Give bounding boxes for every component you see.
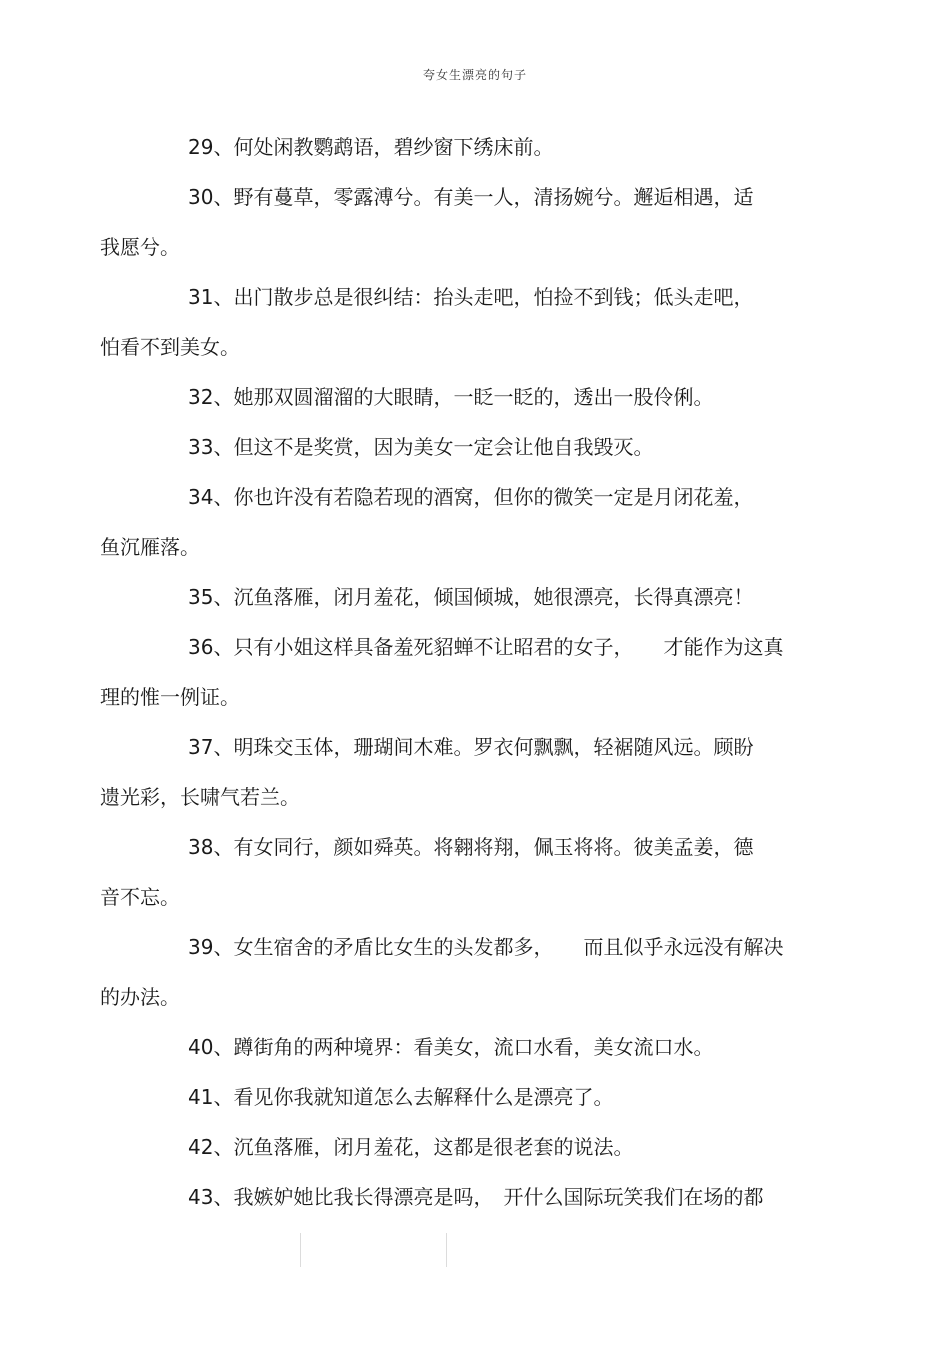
paragraph-line: 的办法。 [100, 985, 180, 1009]
paragraph-line: 鱼沉雁落。 [100, 535, 200, 559]
paragraph-line: 43、我嫉妒她比我长得漂亮是吗， 开什么国际玩笑我们在场的都 [188, 1185, 764, 1209]
paragraph-line: 35、沉鱼落雁，闭月羞花，倾国倾城，她很漂亮，长得真漂亮！ [188, 585, 754, 609]
paragraph [100, 622, 814, 722]
paragraph-line: 33、但这不是奖赏，因为美女一定会让他自我毁灭。 [188, 435, 654, 459]
paragraph [144, 1022, 814, 1072]
paragraph [144, 1122, 814, 1172]
paragraph [144, 372, 814, 422]
paragraph-line: 42、沉鱼落雁，闭月羞花，这都是很老套的说法。 [188, 1135, 634, 1159]
footer-divider-right [446, 1233, 447, 1267]
paragraph [144, 422, 814, 472]
paragraph-line: 遗光彩，长啸气若兰。 [100, 785, 300, 809]
paragraph-line: 37、明珠交玉体，珊瑚间木难。罗衣何飘飘，轻裾随风远。顾盼 [188, 735, 754, 759]
page-header-title: 夸女生漂亮的句子 [422, 68, 527, 82]
paragraph-line: 音不忘。 [100, 885, 180, 909]
paragraph-line: 32、她那双圆溜溜的大眼睛，一眨一眨的，透出一股伶俐。 [188, 385, 714, 409]
paragraph [144, 122, 814, 172]
document-body [100, 122, 814, 1222]
paragraph-line: 31、出门散步总是很纠结：抬头走吧，怕捡不到钱；低头走吧， [188, 285, 754, 309]
paragraph-line: 34、你也许没有若隐若现的酒窝，但你的微笑一定是月闭花羞， [188, 485, 754, 509]
paragraph-line: 29、何处闲教鹦鹉语，碧纱窗下绣床前。 [188, 135, 554, 159]
paragraph [144, 1072, 814, 1122]
paragraph [144, 1172, 814, 1222]
paragraph [100, 722, 814, 822]
paragraph-line: 39、女生宿舍的矛盾比女生的头发都多， 而且似乎永远没有解决 [188, 935, 784, 959]
paragraph-line: 40、蹲街角的两种境界：看美女，流口水看，美女流口水。 [188, 1035, 714, 1059]
paragraph-line: 36、只有小姐这样具备羞死貂蝉不让昭君的女子， 才能作为这真 [188, 635, 784, 659]
paragraph [100, 922, 814, 1022]
paragraph [100, 272, 814, 372]
paragraph-line: 38、有女同行，颜如舜英。将翱将翔，佩玉将将。彼美孟姜，德 [188, 835, 754, 859]
paragraph-line: 30、野有蔓草，零露溥兮。有美一人，清扬婉兮。邂逅相遇，适 [188, 185, 754, 209]
paragraph [144, 572, 814, 622]
paragraph [100, 172, 814, 272]
paragraph [100, 822, 814, 922]
paragraph-line: 41、看见你我就知道怎么去解释什么是漂亮了。 [188, 1085, 614, 1109]
paragraph-line: 我愿兮。 [100, 235, 180, 259]
paragraph [100, 472, 814, 572]
paragraph-line: 怕看不到美女。 [100, 335, 240, 359]
footer-divider-left [300, 1233, 301, 1267]
paragraph-line: 理的惟一例证。 [100, 685, 240, 709]
